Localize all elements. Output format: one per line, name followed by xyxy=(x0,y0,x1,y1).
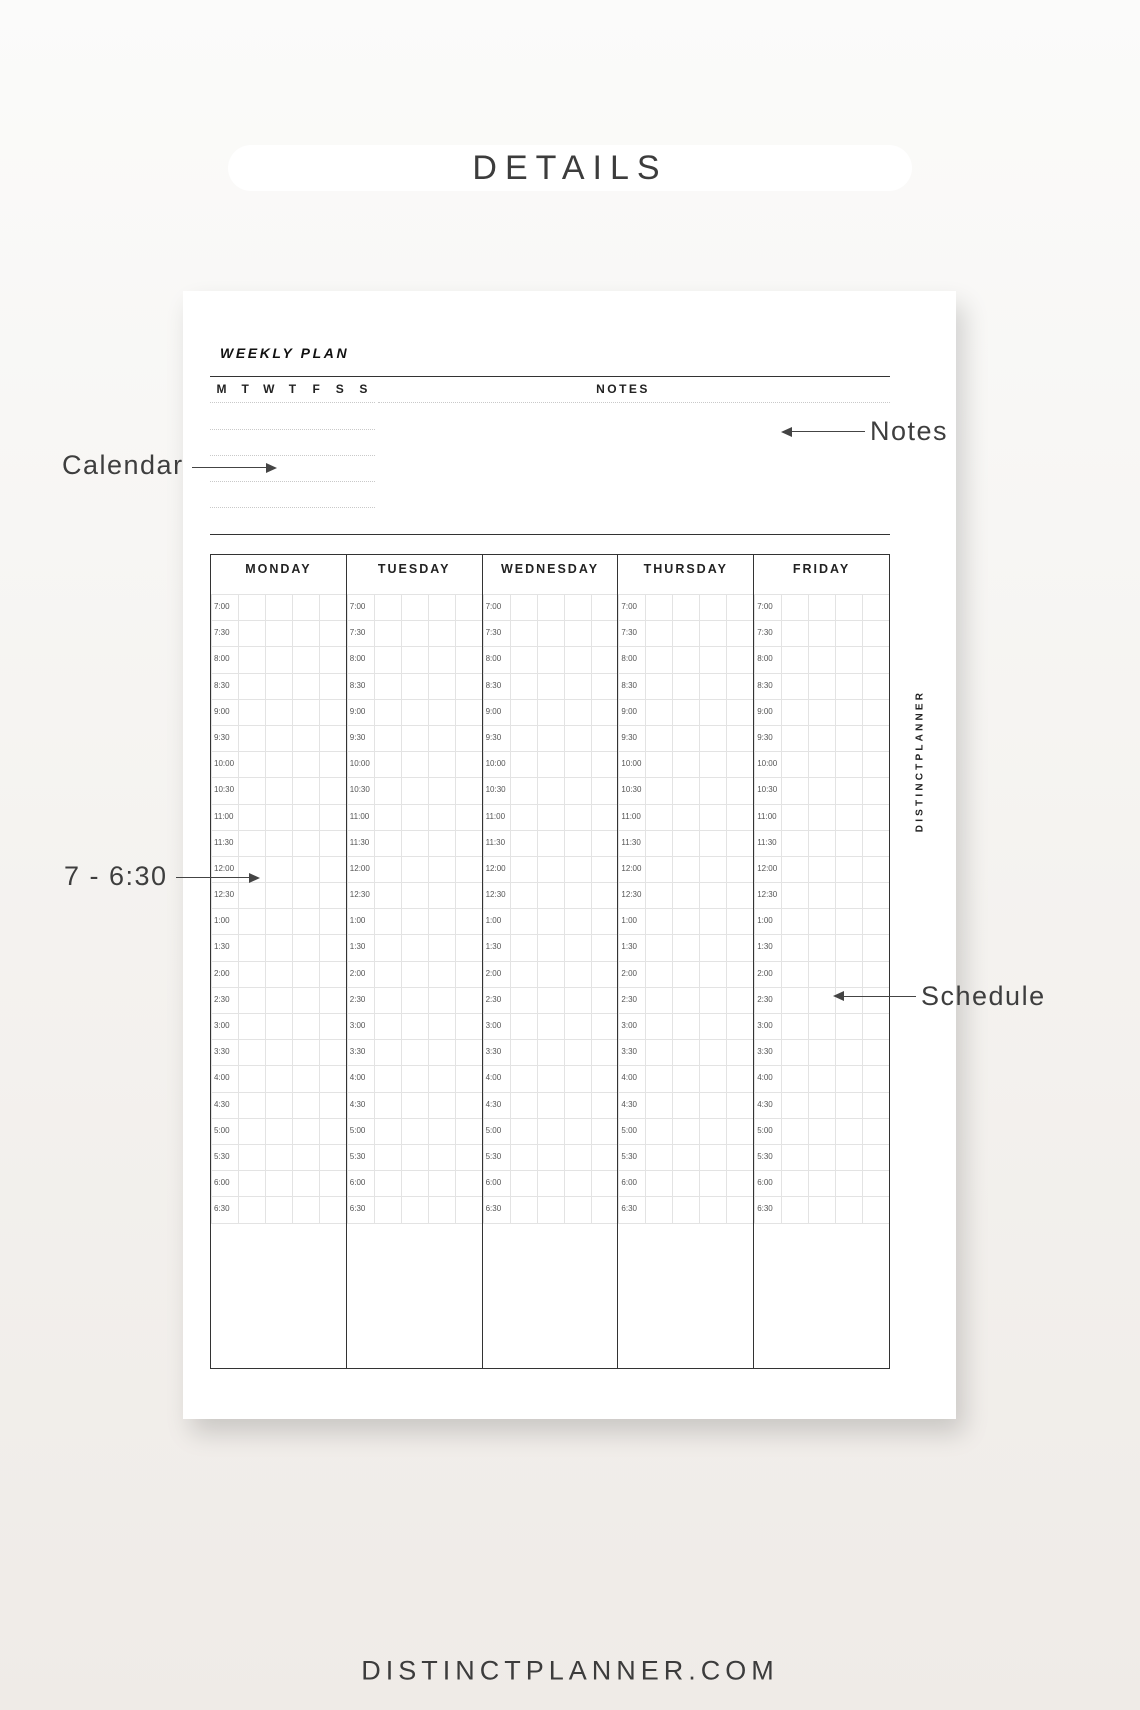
time-label: 10:30 xyxy=(214,785,235,795)
time-label: 1:30 xyxy=(349,942,366,952)
schedule-callout-label: Schedule xyxy=(921,981,1046,1011)
time-label: 12:00 xyxy=(485,863,506,873)
time-label: 11:30 xyxy=(349,837,370,847)
time-slot[interactable] xyxy=(754,621,889,647)
time-slot[interactable] xyxy=(211,857,346,883)
time-label: 6:30 xyxy=(485,1204,502,1214)
time-slot[interactable] xyxy=(211,1197,346,1223)
time-slot[interactable] xyxy=(347,988,482,1014)
time-slot[interactable] xyxy=(483,1197,618,1223)
time-label: 12:00 xyxy=(349,863,370,873)
time-label: 7:30 xyxy=(757,628,773,638)
time-slot[interactable] xyxy=(754,1171,889,1197)
time-label: 3:30 xyxy=(485,1047,502,1057)
time-slot[interactable] xyxy=(483,1145,618,1171)
time-label: 7:00 xyxy=(757,602,773,611)
calendar-day-letter: M xyxy=(216,382,227,396)
time-label: 10:00 xyxy=(757,759,778,769)
time-label: 7:00 xyxy=(214,602,230,611)
time-label: 4:30 xyxy=(485,1099,502,1109)
time-label: 9:00 xyxy=(485,706,502,716)
time-slot[interactable] xyxy=(754,700,889,726)
day-name: WEDNESDAY xyxy=(500,562,600,576)
time-label: 4:00 xyxy=(349,1073,366,1083)
time-slot[interactable] xyxy=(211,1145,346,1171)
calendar-line xyxy=(210,402,375,403)
time-slot[interactable] xyxy=(754,1093,889,1119)
time-slot[interactable] xyxy=(618,1066,753,1092)
time-label: 11:00 xyxy=(757,811,777,821)
time-label: 2:30 xyxy=(349,994,366,1004)
time-slot[interactable] xyxy=(347,647,482,673)
time-label: 1:30 xyxy=(621,942,637,952)
time-slot[interactable] xyxy=(618,700,753,726)
time-label: 10:00 xyxy=(349,759,370,769)
time-label: 8:00 xyxy=(214,654,230,664)
time-slot[interactable] xyxy=(483,594,618,621)
time-label: 9:30 xyxy=(757,732,773,742)
footer-url: DISTINCTPLANNER.COM xyxy=(361,1655,779,1686)
time-label: 11:30 xyxy=(621,837,641,847)
time-label: 1:30 xyxy=(757,942,773,952)
time-slot[interactable] xyxy=(754,857,889,883)
time-label: 11:00 xyxy=(485,811,506,821)
day-name: TUESDAY xyxy=(377,562,451,576)
time-slot[interactable] xyxy=(347,1066,482,1092)
time-label: 4:00 xyxy=(485,1073,502,1083)
time-slot[interactable] xyxy=(483,778,618,804)
day-column xyxy=(211,555,347,1368)
time-label: 8:00 xyxy=(349,654,366,664)
time-slot[interactable] xyxy=(347,674,482,700)
time-label: 8:30 xyxy=(349,680,366,690)
time-label: 2:30 xyxy=(621,994,637,1004)
time-label: 6:30 xyxy=(349,1204,366,1214)
time-slot[interactable] xyxy=(347,1145,482,1171)
time-label: 5:00 xyxy=(757,1125,773,1135)
time-label: 5:30 xyxy=(485,1151,502,1161)
time-slot[interactable] xyxy=(618,594,753,621)
time-slot[interactable] xyxy=(211,594,346,621)
day-column xyxy=(347,555,483,1368)
time-label: 11:30 xyxy=(757,837,777,847)
time-label: 8:30 xyxy=(621,680,637,690)
time-slot[interactable] xyxy=(483,647,618,673)
time-slot[interactable] xyxy=(211,726,346,752)
time-slot[interactable] xyxy=(618,1145,753,1171)
time-slot[interactable] xyxy=(483,621,618,647)
time-label: 6:30 xyxy=(621,1204,637,1214)
time-label: 4:30 xyxy=(349,1099,366,1109)
time-label: 12:30 xyxy=(621,890,642,900)
time-slot[interactable] xyxy=(347,962,482,988)
calendar-line xyxy=(210,455,375,456)
time-grid xyxy=(618,594,753,1224)
time-slot[interactable] xyxy=(618,831,753,857)
time-slot[interactable] xyxy=(483,1014,618,1040)
time-label: 9:00 xyxy=(621,706,637,716)
calendar-line xyxy=(210,429,375,430)
time-slot[interactable] xyxy=(211,621,346,647)
time-slot[interactable] xyxy=(483,935,618,961)
time-label: 3:30 xyxy=(349,1047,366,1057)
time-slot[interactable] xyxy=(618,621,753,647)
time-slot[interactable] xyxy=(211,909,346,935)
time-slot[interactable] xyxy=(347,700,482,726)
time-label: 10:00 xyxy=(485,759,506,769)
top-rule xyxy=(210,376,890,377)
time-label: 12:00 xyxy=(757,863,778,873)
time-label: 9:00 xyxy=(214,706,230,716)
time-slot[interactable] xyxy=(483,831,618,857)
time-label: 5:30 xyxy=(214,1151,230,1161)
calendar-arrow-head-icon xyxy=(266,463,277,473)
time-slot[interactable] xyxy=(483,1066,618,1092)
time-label: 2:00 xyxy=(757,968,773,978)
time-label: 5:30 xyxy=(757,1151,773,1161)
time-slot[interactable] xyxy=(754,1040,889,1066)
time-label: 9:00 xyxy=(349,706,366,716)
time-slot[interactable] xyxy=(483,1040,618,1066)
time-slot[interactable] xyxy=(618,857,753,883)
time-label: 7:30 xyxy=(349,628,366,638)
weekly-plan-title: WEEKLY PLAN xyxy=(220,345,350,361)
time-slot[interactable] xyxy=(754,778,889,804)
time-label: 3:30 xyxy=(621,1047,637,1057)
time-slot[interactable] xyxy=(754,962,889,988)
time-slot[interactable] xyxy=(347,594,482,621)
time-label: 12:30 xyxy=(349,890,370,900)
time-slot[interactable] xyxy=(754,1119,889,1145)
time-slot[interactable] xyxy=(483,1171,618,1197)
time-label: 9:30 xyxy=(485,732,502,742)
time-label: 2:00 xyxy=(214,968,230,978)
time-range-callout-label: 7 - 6:30 xyxy=(64,861,168,891)
time-label: 2:00 xyxy=(349,968,366,978)
time-label: 3:00 xyxy=(757,1021,773,1030)
time-slot[interactable] xyxy=(618,1014,753,1040)
time-label: 12:00 xyxy=(621,863,642,873)
section-rule xyxy=(210,534,890,535)
time-slot[interactable] xyxy=(211,778,346,804)
time-slot[interactable] xyxy=(483,1119,618,1145)
time-slot[interactable] xyxy=(211,1093,346,1119)
time-label: 8:00 xyxy=(621,654,637,664)
calendar-line xyxy=(210,507,375,508)
time-slot[interactable] xyxy=(754,726,889,752)
time-slot[interactable] xyxy=(347,1171,482,1197)
time-grid xyxy=(347,594,482,1224)
time-slot[interactable] xyxy=(211,647,346,673)
time-label: 8:00 xyxy=(485,654,502,664)
calendar-day-letters xyxy=(210,382,375,402)
time-label: 5:00 xyxy=(349,1125,366,1135)
time-label: 5:30 xyxy=(349,1151,366,1161)
time-label: 7:00 xyxy=(349,602,366,611)
time-slot[interactable] xyxy=(754,1014,889,1040)
time-slot[interactable] xyxy=(347,857,482,883)
time-slot[interactable] xyxy=(618,988,753,1014)
time-label: 3:00 xyxy=(349,1021,366,1030)
time-label: 7:30 xyxy=(621,628,637,638)
time-slot[interactable] xyxy=(347,831,482,857)
time-slot[interactable] xyxy=(618,647,753,673)
time-slot[interactable] xyxy=(754,935,889,961)
time-slot[interactable] xyxy=(347,935,482,961)
time-slot[interactable] xyxy=(618,1040,753,1066)
time-slot[interactable] xyxy=(211,831,346,857)
time-label: 4:30 xyxy=(757,1099,773,1109)
time-slot[interactable] xyxy=(211,988,346,1014)
time-slot[interactable] xyxy=(483,883,618,909)
calendar-callout-label: Calendar xyxy=(62,450,184,480)
day-name: MONDAY xyxy=(245,562,312,576)
time-slot[interactable] xyxy=(483,805,618,831)
time-label: 2:00 xyxy=(485,968,502,978)
time-label: 12:30 xyxy=(485,890,506,900)
time-slot[interactable] xyxy=(483,700,618,726)
time-slot[interactable] xyxy=(618,962,753,988)
time-slot[interactable] xyxy=(211,1040,346,1066)
time-slot[interactable] xyxy=(347,778,482,804)
time-slot[interactable] xyxy=(618,1171,753,1197)
time-label: 1:00 xyxy=(485,916,502,926)
calendar-day-letter: T xyxy=(241,382,249,396)
time-label: 12:30 xyxy=(214,890,235,900)
time-slot[interactable] xyxy=(754,805,889,831)
time-label: 3:30 xyxy=(214,1047,230,1057)
time-label: 5:00 xyxy=(621,1125,637,1135)
time-slot[interactable] xyxy=(754,674,889,700)
day-column xyxy=(618,555,754,1368)
time-label: 2:30 xyxy=(485,994,502,1004)
time-label: 10:30 xyxy=(621,785,642,795)
time-label: 11:30 xyxy=(485,837,506,847)
time-slot[interactable] xyxy=(483,726,618,752)
time-slot[interactable] xyxy=(347,805,482,831)
planner-page: WEEKLY PLAN M T W T F S S NOTES MONDAY 7:00 7:30 8:00 8:30 9:00 9:30 10:00 10:30 11:00 11:30 12:00 12:30 1:00 1:30 2:00 2:30 3:00 3:30 4:00 4:30 5:00 5:30 6:00 6:30 TUESDAY 7:00 7:30 8:00 8:30 9:00 9:30 10:00 10:30 11:00 11:30 12:00 12:30 1:00 1:30 2:00 2:30 3:00 3:30 4:00 4:30 5:00 5:30 6:00 6:30 WEDNESDAY 7:00 7:30 8:00 8:30 9:00 9:30 10:00 10:30 11:00 11:30 12:00 12:30 1:00 1:30 2:00 2:30 3:00 3:30 4:00 4:30 5:00 5:30 6:00 6:30 THURSDAY 7:00 7:30 8:00 8:30 9:00 9:30 10:00 10:30 11:00 11:30 12:00 12:30 1:00 1:30 2:00 2:30 3:00 3:30 4:00 4:30 5:00 5:30 6:00 6:30 FRIDAY 7:00 7:30 8:00 8:30 9:00 9:30 10:00 10:30 11:00 11:30 12:00 12:30 1:00 1:30 2:00 2:30 3:00 3:30 4:00 4:30 5:00 5:30 6:00 6:30 DISTINCTPLANNER xyxy=(183,291,956,1419)
page-title: DETAILS xyxy=(472,149,668,187)
time-slot[interactable] xyxy=(211,674,346,700)
time-slot[interactable] xyxy=(347,883,482,909)
time-label: 1:30 xyxy=(485,942,502,952)
time-label: 11:30 xyxy=(214,837,234,847)
time-label: 4:00 xyxy=(621,1073,637,1083)
time-slot[interactable] xyxy=(483,988,618,1014)
time-label: 2:30 xyxy=(757,994,773,1004)
time-label: 8:30 xyxy=(485,680,502,690)
time-label: 5:00 xyxy=(485,1125,502,1135)
time-slot[interactable] xyxy=(483,1093,618,1119)
schedule-arrow-line xyxy=(842,996,916,997)
time-slot[interactable] xyxy=(347,1093,482,1119)
time-slot[interactable] xyxy=(347,1040,482,1066)
time-label: 5:00 xyxy=(214,1125,230,1135)
time-label: 4:30 xyxy=(621,1099,637,1109)
time-label: 9:30 xyxy=(349,732,366,742)
time-slot[interactable] xyxy=(754,988,889,1014)
calendar-day-letter: T xyxy=(288,382,297,396)
time-slot[interactable] xyxy=(211,883,346,909)
time-slot[interactable] xyxy=(211,805,346,831)
time-slot[interactable] xyxy=(754,1197,889,1223)
time-label: 8:30 xyxy=(214,680,230,690)
time-label: 4:00 xyxy=(214,1073,230,1083)
time-label: 1:30 xyxy=(214,942,230,952)
time-label: 5:30 xyxy=(621,1151,637,1161)
time-slot[interactable] xyxy=(347,1197,482,1223)
time-label: 11:00 xyxy=(214,811,234,821)
calendar-arrow-line xyxy=(192,467,267,468)
weekly-schedule xyxy=(210,554,890,1369)
time-slot[interactable] xyxy=(347,752,482,778)
time-slot[interactable] xyxy=(211,962,346,988)
time-slot[interactable] xyxy=(618,1119,753,1145)
time-label: 7:30 xyxy=(214,628,230,638)
time-label: 6:00 xyxy=(214,1178,230,1188)
calendar-day-letter: S xyxy=(359,382,368,396)
calendar-day-letter: F xyxy=(312,382,320,396)
time-slot[interactable] xyxy=(211,700,346,726)
time-slot[interactable] xyxy=(754,752,889,778)
time-label: 11:00 xyxy=(621,811,641,821)
time-label: 12:30 xyxy=(757,890,778,900)
time-slot[interactable] xyxy=(754,909,889,935)
time-label: 9:00 xyxy=(757,706,773,716)
time-slot[interactable] xyxy=(754,883,889,909)
time-slot[interactable] xyxy=(211,752,346,778)
time-label: 9:30 xyxy=(214,732,230,742)
time-label: 12:00 xyxy=(214,863,235,873)
time-slot[interactable] xyxy=(754,1066,889,1092)
calendar-day-letter: W xyxy=(263,382,275,396)
calendar-day-letter: S xyxy=(335,382,344,396)
day-column xyxy=(483,555,619,1368)
notes-callout-label: Notes xyxy=(870,416,949,446)
time-label: 1:00 xyxy=(621,916,637,926)
time-label: 3:30 xyxy=(757,1047,773,1057)
time-label: 7:00 xyxy=(621,602,637,611)
time-slot[interactable] xyxy=(483,674,618,700)
time-slot[interactable] xyxy=(618,805,753,831)
time-label: 3:00 xyxy=(485,1021,502,1030)
time-slot[interactable] xyxy=(211,1014,346,1040)
time-slot[interactable] xyxy=(347,1014,482,1040)
time-grid xyxy=(754,594,889,1224)
time-slot[interactable] xyxy=(754,831,889,857)
time-label: 3:00 xyxy=(621,1021,637,1030)
time-label: 2:30 xyxy=(214,994,230,1004)
time-label: 8:30 xyxy=(757,680,773,690)
time-label: 1:00 xyxy=(757,916,773,926)
time-label: 10:30 xyxy=(349,785,370,795)
time-slot[interactable] xyxy=(618,778,753,804)
time-slot[interactable] xyxy=(347,1119,482,1145)
time-slot[interactable] xyxy=(618,1197,753,1223)
time-slot[interactable] xyxy=(211,1171,346,1197)
time-slot[interactable] xyxy=(618,1093,753,1119)
time-label: 6:00 xyxy=(757,1178,773,1188)
time-slot[interactable] xyxy=(618,752,753,778)
time-label: 9:30 xyxy=(621,732,637,742)
time-slot[interactable] xyxy=(483,752,618,778)
time-slot[interactable] xyxy=(347,909,482,935)
time-grid xyxy=(483,594,618,1224)
time-label: 2:00 xyxy=(621,968,637,978)
time-label: 4:30 xyxy=(214,1099,230,1109)
time-label: 7:00 xyxy=(485,602,502,611)
time-slot[interactable] xyxy=(618,674,753,700)
time-slot[interactable] xyxy=(211,1119,346,1145)
day-name: THURSDAY xyxy=(643,562,728,576)
time-slot[interactable] xyxy=(618,935,753,961)
time-label: 1:00 xyxy=(214,916,230,926)
time-label: 8:00 xyxy=(757,654,773,664)
day-column xyxy=(754,555,889,1368)
time-label: 6:00 xyxy=(349,1178,366,1188)
time-label: 6:00 xyxy=(485,1178,502,1188)
notes-title: NOTES xyxy=(596,382,650,396)
notes-line xyxy=(378,402,890,403)
time-slot[interactable] xyxy=(754,594,889,621)
time-label: 4:00 xyxy=(757,1073,773,1083)
time-label: 1:00 xyxy=(349,916,366,926)
time-slot[interactable] xyxy=(618,726,753,752)
time-label: 11:00 xyxy=(349,811,370,821)
time-slot[interactable] xyxy=(754,1145,889,1171)
time-slot[interactable] xyxy=(618,909,753,935)
day-name: FRIDAY xyxy=(792,562,851,576)
time-range-arrow-head-icon xyxy=(249,873,260,883)
time-slot[interactable] xyxy=(618,883,753,909)
time-slot[interactable] xyxy=(211,935,346,961)
time-slot[interactable] xyxy=(211,1066,346,1092)
time-slot[interactable] xyxy=(483,857,618,883)
time-range-arrow-line xyxy=(176,877,250,878)
notes-arrow-line xyxy=(790,431,865,432)
time-slot[interactable] xyxy=(483,909,618,935)
time-label: 10:00 xyxy=(621,759,642,769)
time-slot[interactable] xyxy=(483,962,618,988)
time-label: 10:30 xyxy=(485,785,506,795)
time-label: 3:00 xyxy=(214,1021,230,1030)
time-slot[interactable] xyxy=(347,726,482,752)
time-label: 6:00 xyxy=(621,1178,637,1188)
time-label: 6:30 xyxy=(214,1204,230,1214)
time-slot[interactable] xyxy=(754,647,889,673)
time-label: 6:30 xyxy=(757,1204,773,1214)
time-grid xyxy=(211,594,346,1224)
time-label: 10:00 xyxy=(214,759,235,769)
time-label: 7:30 xyxy=(485,628,502,638)
time-label: 10:30 xyxy=(757,785,778,795)
calendar-line xyxy=(210,481,375,482)
time-slot[interactable] xyxy=(347,621,482,647)
